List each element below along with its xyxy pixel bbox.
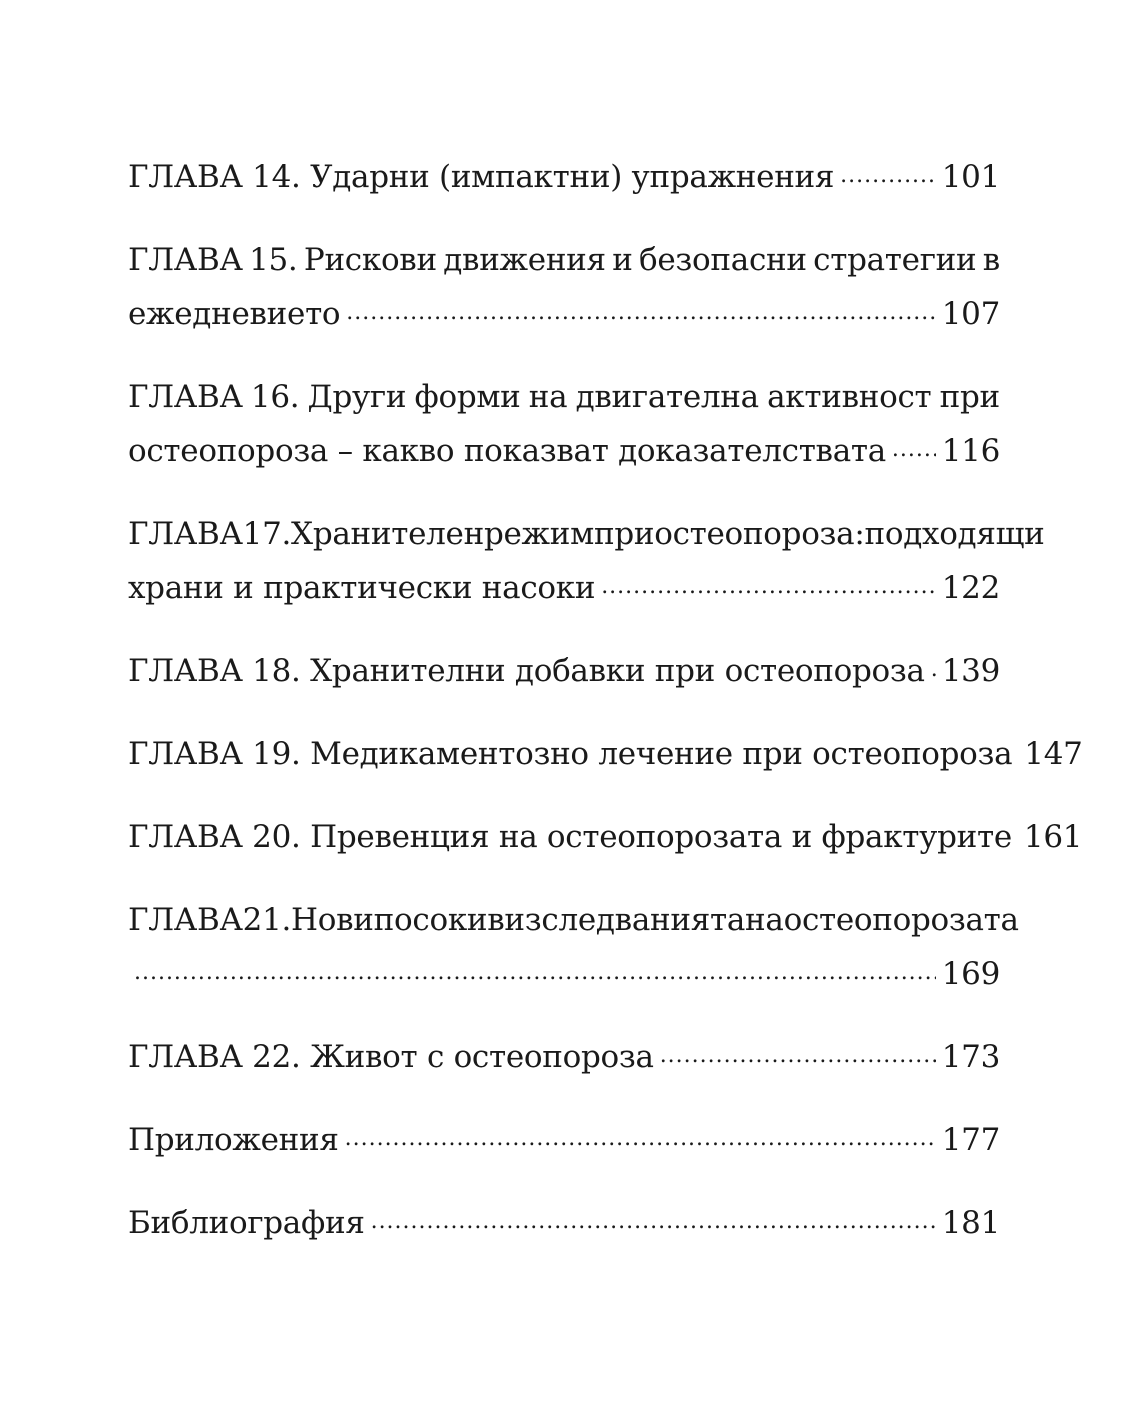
toc-entry-chapter-19[interactable]	[128, 727, 1083, 781]
toc-entry-chapter-20[interactable]	[128, 810, 1083, 864]
toc-entry-title-line2: остеопороза – какво показват доказателствата	[128, 433, 886, 469]
leader-dots	[892, 430, 936, 461]
toc-entry-page: 139	[941, 653, 1000, 689]
toc-entry-appendices[interactable]	[128, 1113, 1000, 1167]
leader-dots	[134, 953, 936, 984]
toc-entry-page: 161	[1023, 819, 1083, 855]
toc-entry-chapter-22[interactable]	[128, 1030, 1000, 1084]
toc-entry-title: ГЛАВА 22. Живот с остеопороза	[128, 1039, 654, 1075]
leader-dots	[660, 1036, 936, 1067]
toc-entry-title: ГЛАВА 19. Медикаментозно лечение при остеопороза	[128, 736, 1013, 772]
toc-entry-chapter-15[interactable]	[128, 233, 1000, 341]
toc-entry-page: 177	[941, 1122, 1000, 1158]
toc-entry-title: ГЛАВА 18. Хранителни добавки при остеопороза	[128, 653, 925, 689]
leader-dots	[345, 1119, 936, 1150]
toc-entry-chapter-21[interactable]	[128, 893, 1019, 1001]
toc-entry-chapter-14[interactable]	[128, 150, 1000, 204]
toc-entry-page: 169	[941, 956, 1000, 992]
toc-entry-page: 122	[941, 570, 1000, 606]
toc-entry-title-line2: ежедневието	[128, 296, 341, 332]
toc-entry-title-line1: ГЛАВА 21. Нови посоки в изследванията на остеопорозата	[128, 902, 1019, 938]
toc-entry-title: Приложения	[128, 1122, 339, 1158]
toc-entry-page: 173	[941, 1039, 1000, 1075]
leader-dots	[346, 293, 935, 324]
toc-entry-title: ГЛАВА 14. Ударни (импактни) упражнения	[128, 159, 835, 195]
leader-dots	[931, 650, 936, 681]
toc-entry-page: 181	[941, 1205, 1000, 1241]
toc-entry-chapter-18[interactable]	[128, 644, 1000, 698]
toc-entry-title-line1: ГЛАВА 17. Хранителен режим при остеопороза: подходящи	[128, 516, 1045, 552]
toc-entry-page: 101	[941, 159, 1000, 195]
toc-entry-chapter-16[interactable]	[128, 370, 1000, 478]
toc-entry-title: Библиография	[128, 1205, 365, 1241]
leader-dots	[371, 1202, 936, 1233]
toc-entry-chapter-17[interactable]	[128, 507, 1045, 615]
toc-entry-page: 116	[941, 433, 1000, 469]
toc-entry-title-line1: ГЛАВА 16. Други форми на двигателна активност при	[128, 379, 1000, 415]
toc-entry-bibliography[interactable]	[128, 1196, 1000, 1250]
toc-entry-title: ГЛАВА 20. Превенция на остеопорозата и фрактурите	[128, 819, 1012, 855]
toc-entry-title-line1: ГЛАВА 15. Рискови движения и безопасни стратегии в	[128, 242, 1000, 278]
leader-dots	[840, 156, 936, 187]
leader-dots	[601, 567, 936, 598]
table-of-contents	[128, 150, 1083, 1250]
toc-entry-page: 147	[1024, 736, 1083, 772]
toc-entry-page: 107	[941, 296, 1000, 332]
toc-entry-title-line2: храни и практически насоки	[128, 570, 596, 606]
